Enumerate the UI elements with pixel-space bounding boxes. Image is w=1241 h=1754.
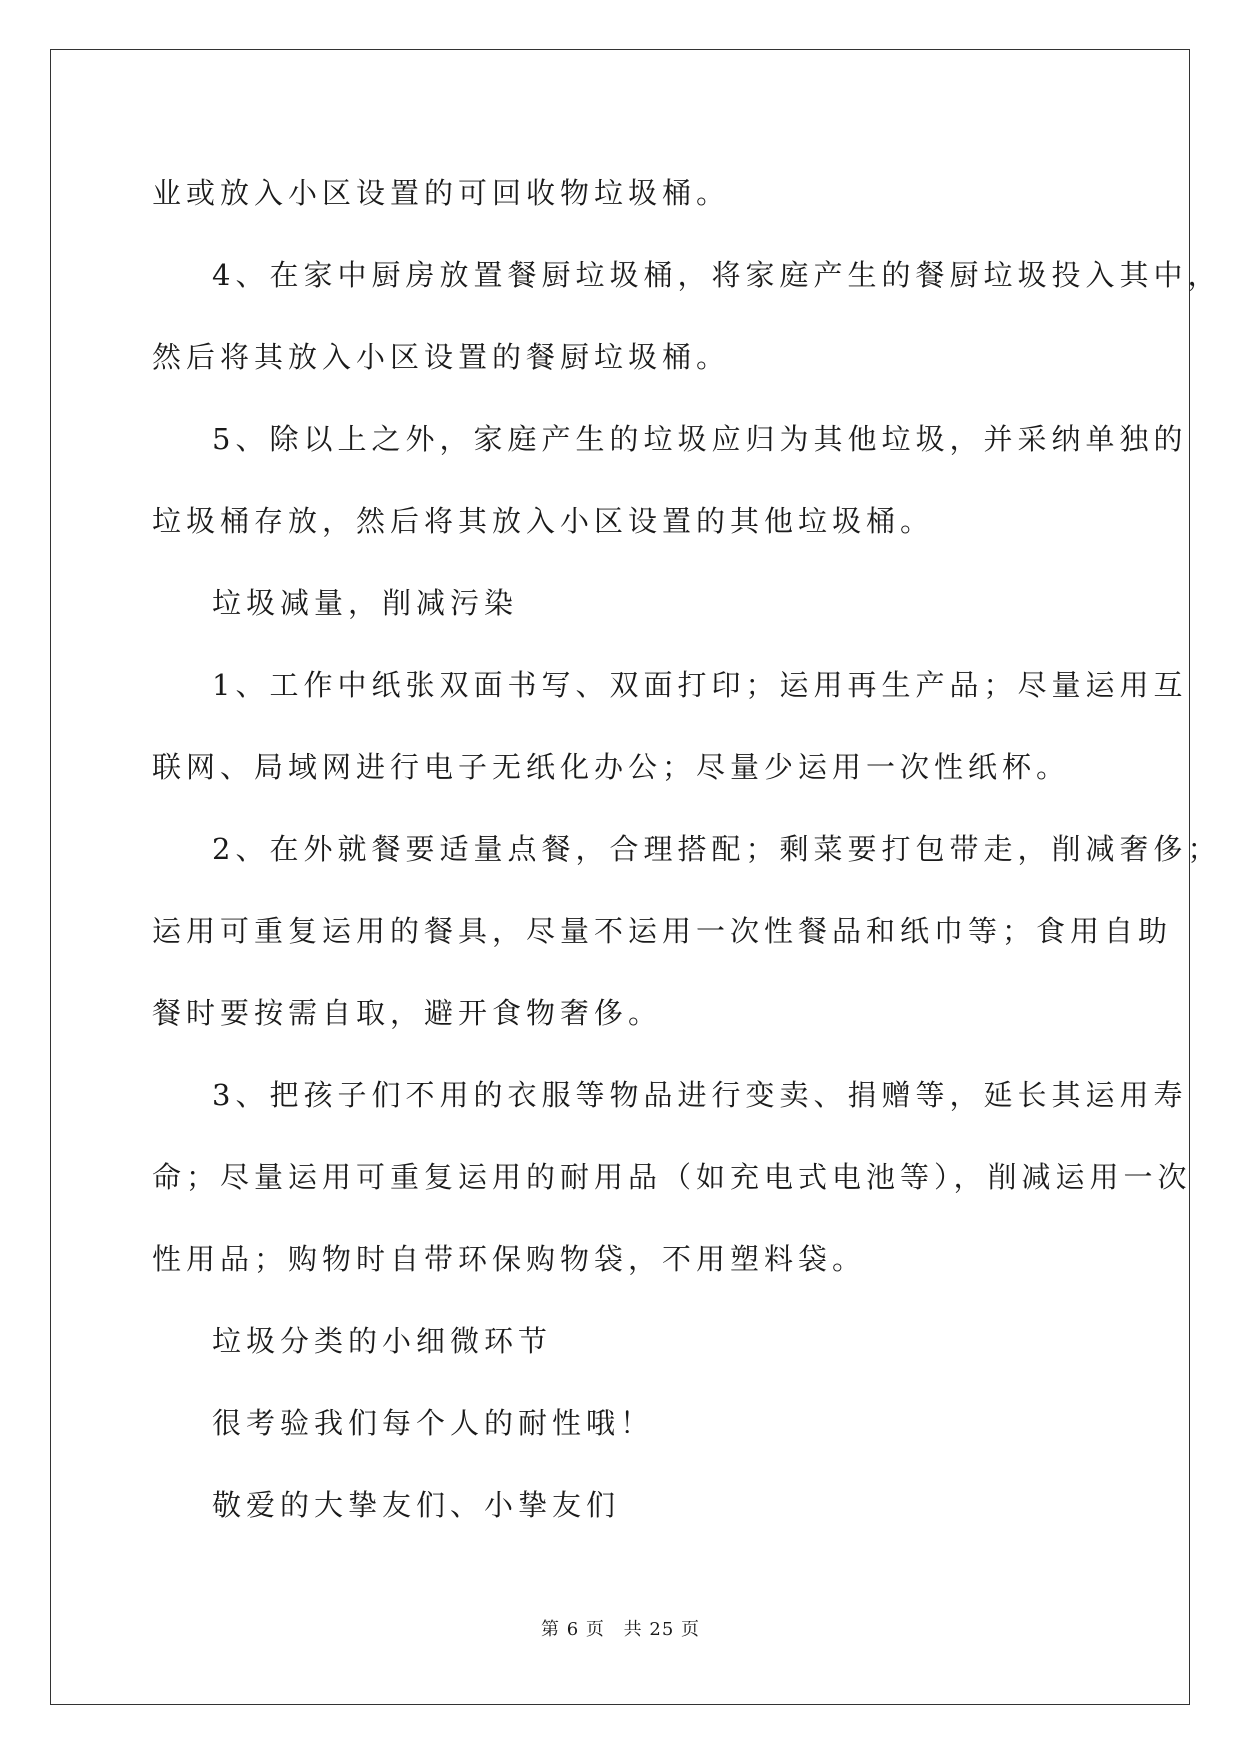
text-line: 3、把孩子们不用的衣服等物品进行变卖、捐赠等，延长其运用寿	[212, 1078, 1188, 1112]
section-heading: 垃圾分类的小细微环节	[212, 1324, 553, 1358]
text-line: 5、除以上之外，家庭产生的垃圾应归为其他垃圾，并采纳单独的	[212, 422, 1188, 456]
text-line: 1、工作中纸张双面书写、双面打印；运用再生产品；尽量运用互	[212, 668, 1188, 702]
text-line: 命；尽量运用可重复运用的耐用品（如充电式电池等），削减运用一次	[152, 1160, 1192, 1194]
text-line: 4、在家中厨房放置餐厨垃圾桶，将家庭产生的餐厨垃圾投入其中，	[212, 258, 1222, 292]
text-line: 业或放入小区设置的可回收物垃圾桶。	[152, 176, 731, 210]
document-body	[152, 162, 1222, 1556]
page-footer	[0, 1615, 1241, 1641]
text-line: 联网、局域网进行电子无纸化办公；尽量少运用一次性纸杯。	[152, 750, 1071, 784]
text-line: 垃圾桶存放，然后将其放入小区设置的其他垃圾桶。	[152, 504, 935, 538]
text-line: 敬爱的大挚友们、小挚友们	[212, 1488, 621, 1522]
text-line: 运用可重复运用的餐具，尽量不运用一次性餐品和纸巾等；食用自助	[152, 914, 1173, 948]
text-line: 很考验我们每个人的耐性哦！	[212, 1406, 655, 1440]
total-pages: 共 25 页	[623, 1619, 700, 1640]
section-heading: 垃圾减量，削减污染	[212, 586, 519, 620]
text-line: 性用品；购物时自带环保购物袋，不用塑料袋。	[152, 1242, 867, 1276]
text-line: 2、在外就餐要适量点餐，合理搭配；剩菜要打包带走，削减奢侈；	[212, 832, 1222, 866]
page-number: 第 6 页	[541, 1619, 605, 1640]
text-line: 餐时要按需自取，避开食物奢侈。	[152, 996, 663, 1030]
text-line: 然后将其放入小区设置的餐厨垃圾桶。	[152, 340, 731, 374]
